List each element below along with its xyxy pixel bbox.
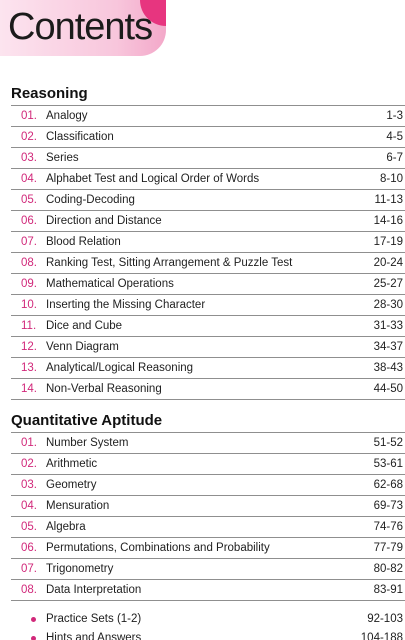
toc-row[interactable] xyxy=(11,337,405,358)
chapter-number: 07. xyxy=(21,563,37,575)
chapter-number: 06. xyxy=(21,215,37,227)
page-range: 17-19 xyxy=(373,236,403,248)
chapter-number: 03. xyxy=(21,152,37,164)
page-range: 44-50 xyxy=(373,383,403,395)
chapter-title: Number System xyxy=(46,437,129,449)
chapter-title: Mathematical Operations xyxy=(46,278,174,290)
toc-row[interactable] xyxy=(11,274,405,295)
toc-row[interactable] xyxy=(11,148,405,169)
chapter-title: Algebra xyxy=(46,521,86,533)
chapter-number: 08. xyxy=(21,257,37,269)
extra-title: Hints and Answers xyxy=(46,632,142,640)
chapter-number: 05. xyxy=(21,194,37,206)
page-range: 28-30 xyxy=(373,299,403,311)
chapter-title: Blood Relation xyxy=(46,236,121,248)
page-range: 80-82 xyxy=(373,563,403,575)
page-range: 25-27 xyxy=(373,278,403,290)
page-range: 51-52 xyxy=(373,437,403,449)
chapter-title: Ranking Test, Sitting Arrangement & Puzzle Test xyxy=(46,257,293,269)
chapter-number: 11. xyxy=(21,320,37,332)
toc-row[interactable] xyxy=(11,169,405,190)
toc-row[interactable] xyxy=(11,433,405,454)
chapter-title: Alphabet Test and Logical Order of Words xyxy=(46,173,260,185)
toc-list-quantitative-aptitude xyxy=(11,433,405,601)
chapter-title: Direction and Distance xyxy=(46,215,162,227)
chapter-number: 03. xyxy=(21,479,37,491)
page-range: 83-91 xyxy=(373,584,403,596)
toc-row[interactable] xyxy=(11,496,405,517)
chapter-number: 01. xyxy=(21,110,37,122)
chapter-number: 04. xyxy=(21,500,37,512)
chapter-title: Analogy xyxy=(46,110,88,122)
chapter-number: 02. xyxy=(21,458,37,470)
chapter-number: 14. xyxy=(21,383,37,395)
contents-banner xyxy=(0,0,166,56)
chapter-title: Geometry xyxy=(46,479,97,491)
chapter-number: 13. xyxy=(21,362,37,374)
page-range: 62-68 xyxy=(373,479,403,491)
section-title-quantitative-aptitude: Quantitative Aptitude xyxy=(11,412,163,429)
toc-row[interactable] xyxy=(11,517,405,538)
toc-row[interactable] xyxy=(11,295,405,316)
chapter-title: Arithmetic xyxy=(46,458,98,470)
toc-row[interactable] xyxy=(11,538,405,559)
toc-list-reasoning xyxy=(11,106,405,400)
page-title: Contents xyxy=(8,6,153,48)
chapter-title: Venn Diagram xyxy=(46,341,119,353)
page-range: 14-16 xyxy=(373,215,403,227)
page-range: 53-61 xyxy=(373,458,403,470)
toc-row[interactable] xyxy=(11,316,405,337)
toc-row[interactable] xyxy=(11,190,405,211)
chapter-number: 09. xyxy=(21,278,37,290)
page-range: 38-43 xyxy=(373,362,403,374)
chapter-title: Coding-Decoding xyxy=(46,194,135,206)
toc-row[interactable] xyxy=(11,232,405,253)
chapter-title: Data Interpretation xyxy=(46,584,142,596)
chapter-title: Non-Verbal Reasoning xyxy=(46,383,162,395)
toc-extra-item[interactable] xyxy=(11,610,405,629)
chapter-number: 05. xyxy=(21,521,37,533)
page-range: 6-7 xyxy=(386,152,403,164)
page-range: 31-33 xyxy=(373,320,403,332)
chapter-title: Analytical/Logical Reasoning xyxy=(46,362,194,374)
toc-row[interactable] xyxy=(11,211,405,232)
page-range: 11-13 xyxy=(374,194,403,206)
page-range: 20-24 xyxy=(373,257,403,269)
chapter-title: Series xyxy=(46,152,79,164)
chapter-number: 10. xyxy=(21,299,37,311)
bullet-icon xyxy=(31,636,36,640)
toc-row[interactable] xyxy=(11,475,405,496)
chapter-title: Permutations, Combinations and Probability xyxy=(46,542,270,554)
page-range: 92-103 xyxy=(367,613,403,625)
chapter-number: 07. xyxy=(21,236,37,248)
chapter-number: 08. xyxy=(21,584,37,596)
page-range: 69-73 xyxy=(373,500,403,512)
page-range: 1-3 xyxy=(386,110,403,122)
section-title-reasoning: Reasoning xyxy=(11,85,88,102)
chapter-title: Mensuration xyxy=(46,500,110,512)
extra-title: Practice Sets (1-2) xyxy=(46,613,142,625)
page-range: 8-10 xyxy=(379,173,403,185)
bullet-icon xyxy=(31,617,36,622)
chapter-number: 06. xyxy=(21,542,37,554)
toc-row[interactable] xyxy=(11,454,405,475)
chapter-title: Inserting the Missing Character xyxy=(46,299,206,311)
page-range: 74-76 xyxy=(373,521,403,533)
chapter-title: Dice and Cube xyxy=(46,320,123,332)
page-range: 77-79 xyxy=(373,542,403,554)
toc-row[interactable] xyxy=(11,358,405,379)
chapter-number: 02. xyxy=(21,131,37,143)
toc-row[interactable] xyxy=(11,106,405,127)
page-range: 4-5 xyxy=(386,131,403,143)
chapter-number: 04. xyxy=(21,173,37,185)
page-range: 104-188 xyxy=(360,632,403,640)
toc-extras xyxy=(11,610,405,640)
toc-row[interactable] xyxy=(11,253,405,274)
toc-extra-item[interactable] xyxy=(11,629,405,640)
toc-row[interactable] xyxy=(11,559,405,580)
toc-row[interactable] xyxy=(11,580,405,601)
chapter-number: 01. xyxy=(21,437,37,449)
toc-row[interactable] xyxy=(11,379,405,400)
toc-row[interactable] xyxy=(11,127,405,148)
chapter-title: Classification xyxy=(46,131,114,143)
page-range: 34-37 xyxy=(373,341,403,353)
chapter-title: Trigonometry xyxy=(46,563,114,575)
chapter-number: 12. xyxy=(21,341,37,353)
